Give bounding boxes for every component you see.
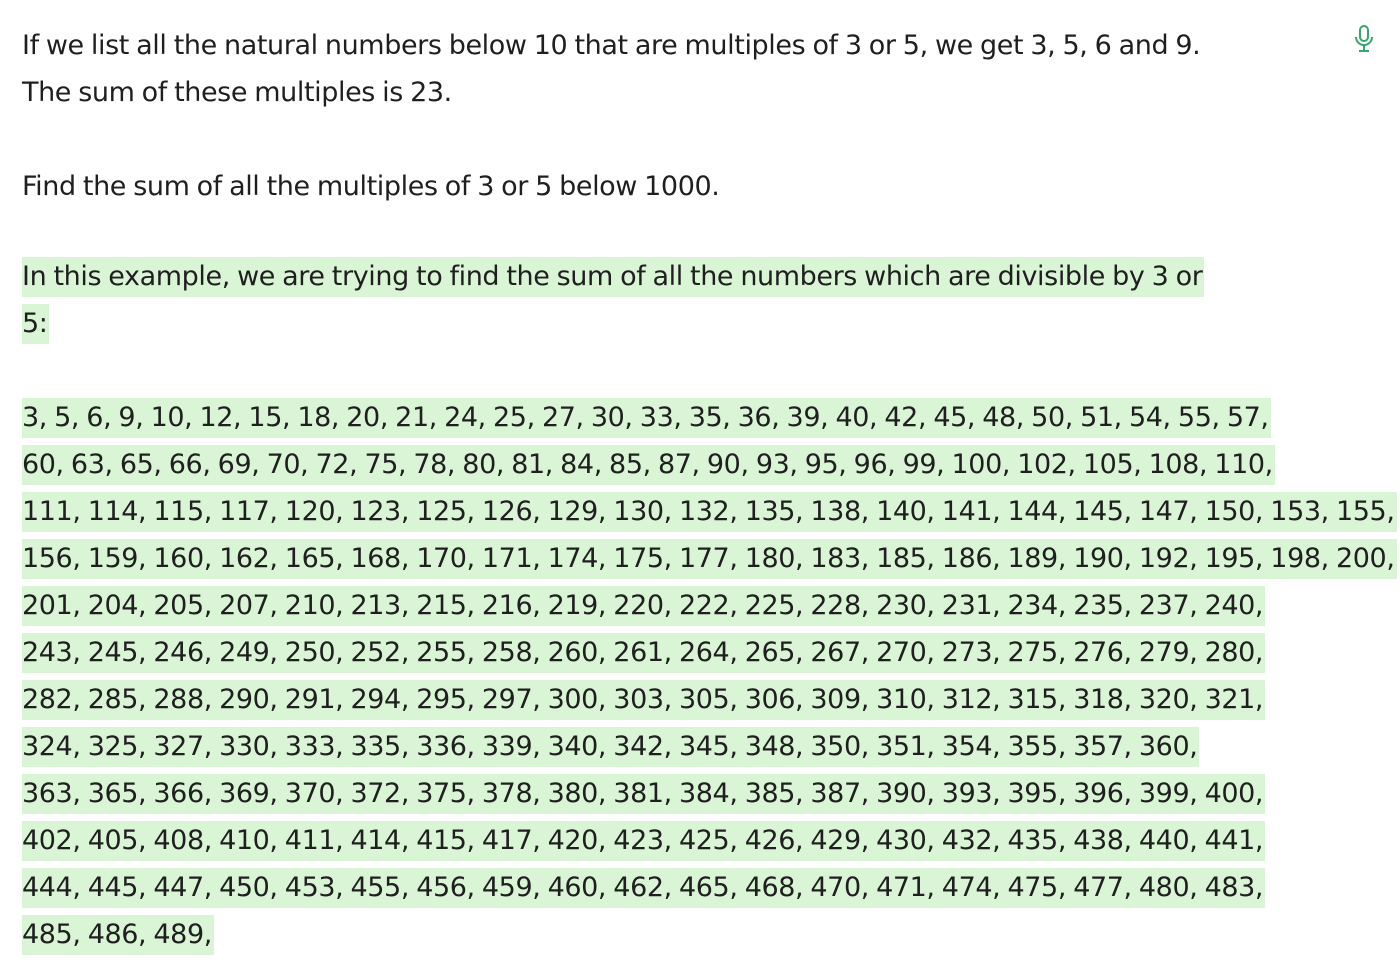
problem-line-1: If we list all the natural numbers below 10 that are multiples of 3 or 5, we get 3, 5, 6 and 9. (22, 30, 1201, 61)
number-list-line: 156, 159, 160, 162, 165, 168, 170, 171, 174, 175, 177, 180, 183, 185, 186, 189, 190, 192, 195, 198, 200, (22, 539, 1397, 579)
number-list-line: 485, 486, 489, (22, 915, 214, 955)
number-list-line: 324, 325, 327, 330, 333, 335, 336, 339, 340, 342, 345, 348, 350, 351, 354, 355, 357, 360, (22, 727, 1199, 767)
number-list-line: 201, 204, 205, 207, 210, 213, 215, 216, 219, 220, 222, 225, 228, 230, 231, 234, 235, 237, 240, (22, 586, 1265, 626)
highlighted-intro-line: 5: (22, 304, 49, 344)
problem-line-2: The sum of these multiples is 23. (22, 77, 452, 108)
message-content (22, 22, 1395, 962)
highlighted-number-list (22, 398, 1395, 955)
number-list-line: 282, 285, 288, 290, 291, 294, 295, 297, 300, 303, 305, 306, 309, 310, 312, 315, 318, 320, 321, (22, 680, 1265, 720)
highlighted-intro-line: In this example, we are trying to find the sum of all the numbers which are divisible by 3 or (22, 257, 1204, 297)
number-list-line: 243, 245, 246, 249, 250, 252, 255, 258, 260, 261, 264, 265, 267, 270, 273, 275, 276, 279, 280, (22, 633, 1265, 673)
number-list-line: 111, 114, 115, 117, 120, 123, 125, 126, 129, 130, 132, 135, 138, 140, 141, 144, 145, 147, 150, 153, 155, (22, 492, 1397, 532)
number-list-line: 444, 445, 447, 450, 453, 455, 456, 459, 460, 462, 465, 468, 470, 471, 474, 475, 477, 480, 483, (22, 868, 1265, 908)
number-list-line: 363, 365, 366, 369, 370, 372, 375, 378, 380, 381, 384, 385, 387, 390, 393, 395, 396, 399, 400, (22, 774, 1265, 814)
number-list-line: 3, 5, 6, 9, 10, 12, 15, 18, 20, 21, 24, 25, 27, 30, 33, 35, 36, 39, 40, 42, 45, 48, 50, 51, 54, 55, 57, (22, 398, 1271, 438)
number-list-line: 60, 63, 65, 66, 69, 70, 72, 75, 78, 80, 81, 84, 85, 87, 90, 93, 95, 96, 99, 100, 102, 105, 108, 110, (22, 445, 1275, 485)
problem-question: Find the sum of all the multiples of 3 or 5 below 1000. (22, 171, 720, 202)
highlighted-intro (22, 257, 1352, 344)
microphone-icon[interactable] (1352, 24, 1376, 54)
number-list-line: 402, 405, 408, 410, 411, 414, 415, 417, 420, 423, 425, 426, 429, 430, 432, 435, 438, 440, 441, (22, 821, 1265, 861)
problem-statement (22, 22, 1352, 116)
